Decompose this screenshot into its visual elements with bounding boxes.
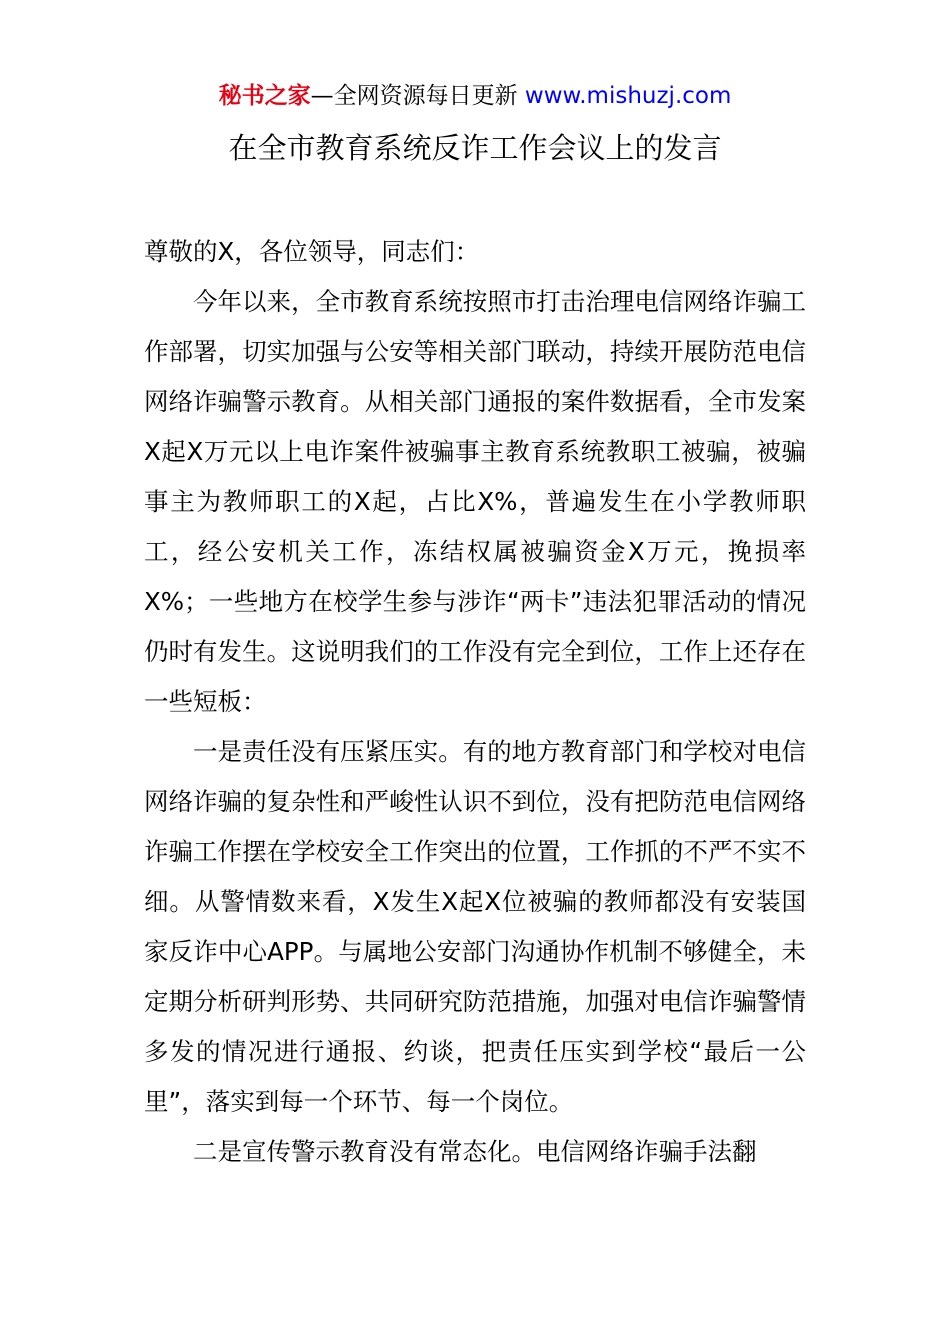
paragraph-intro: 今年以来，全市教育系统按照市打击治理电信网络诈骗工作部署，切实加强与公安等相关部门联动，持续开展防范电信网络诈骗警示教育。从相关部门通报的案件数据看，全市发案X起X万元以上电诈案件被骗事主教育系统教职工被骗，被骗事主为教师职工的X起，占比X%，普遍发生在小学教师职工，经公安机关工作，冻结权属被骗资金X万元，挽损率X%；一些地方在校学生参与涉诈“两卡”违法犯罪活动的情况仍时有发生。这说明我们的工作没有完全到位，工作上还存在一些短板： <box>144 287 806 716</box>
header-banner <box>0 80 950 112</box>
tagline: —全网资源每日更新 <box>310 83 518 109</box>
document-body <box>144 227 806 1177</box>
paragraph-point-one: 一是责任没有压紧压实。有的地方教育部门和学校对电信网络诈骗的复杂性和严峻性认识不到位，没有把防范电信网络诈骗工作摆在学校安全工作突出的位置，工作抓的不严不实不细。从警情数来看，X发生X起X位被骗的教师都没有安装国家反诈中心APP。与属地公安部门沟通协作机制不够健全，未定期分析研判形势、共同研究防范措施，加强对电信诈骗警情多发的情况进行通报、约谈，把责任压实到学校“最后一公里”，落实到每一个环节、每一个岗位。 <box>144 737 806 1116</box>
document-title: 在全市教育系统反诈工作会议上的发言 <box>228 131 722 165</box>
site-url-link[interactable]: www.mishuzj.com <box>524 83 732 109</box>
paragraph-point-two: 二是宣传警示教育没有常态化。电信网络诈骗手法翻 <box>193 1137 757 1166</box>
salutation: 尊敬的X，各位领导，同志们： <box>144 237 480 266</box>
brand-name: 秘书之家 <box>218 83 311 109</box>
